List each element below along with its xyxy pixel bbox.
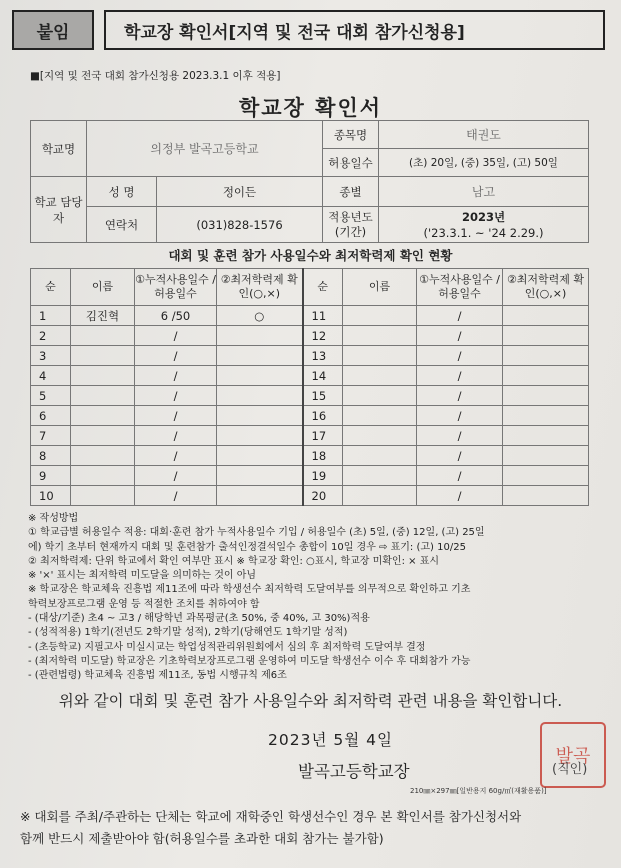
row-check bbox=[217, 406, 303, 426]
row-no: 13 bbox=[303, 346, 343, 366]
row-name bbox=[71, 366, 135, 386]
gender-label: 종별 bbox=[323, 177, 379, 207]
row-check bbox=[503, 366, 589, 386]
row-days: / bbox=[417, 306, 503, 326]
table-row bbox=[31, 406, 589, 426]
note-line: ① 학교급별 허용일수 적용: 대회·훈련 참가 누적사용일수 기입 / 허용일수 (초) 5일, (중) 12일, (고) 25일 bbox=[28, 527, 485, 539]
note-line: - (대상/기준) 초4 ~ 고3 / 해당학년 과목평균(초 50%, 중 40%, 고 30%)적용 bbox=[28, 613, 370, 625]
note-line: ※ 학교장은 학교체육 진흥법 제11조에 따라 학생선수 최저학력 도달여부를 의무적으로 확인하고 기초 bbox=[28, 584, 471, 596]
table-row bbox=[31, 346, 589, 366]
gender-value: 남고 bbox=[379, 177, 589, 207]
row-name bbox=[71, 346, 135, 366]
period-value: ('23.3.1. ~ '24 2.29.) bbox=[423, 225, 544, 240]
row-days: / bbox=[135, 386, 217, 406]
header-days: ①누적사용일수 /허용일수 bbox=[417, 269, 503, 306]
row-check bbox=[503, 386, 589, 406]
row-days: / bbox=[135, 466, 217, 486]
row-check bbox=[217, 446, 303, 466]
row-no: 17 bbox=[303, 426, 343, 446]
row-no: 7 bbox=[31, 426, 71, 446]
header-days: ①누적사용일수 /허용일수 bbox=[135, 269, 217, 306]
row-no: 1 bbox=[31, 306, 71, 326]
table-row bbox=[31, 466, 589, 486]
row-name bbox=[71, 406, 135, 426]
row-name bbox=[71, 386, 135, 406]
name-label: 성 명 bbox=[87, 177, 157, 207]
allowed-days-value: (초) 20일, (중) 35일, (고) 50일 bbox=[379, 149, 589, 177]
row-check bbox=[217, 366, 303, 386]
row-no: 2 bbox=[31, 326, 71, 346]
attachment-badge: 붙임 bbox=[12, 10, 94, 50]
row-check bbox=[503, 446, 589, 466]
table-row bbox=[31, 326, 589, 346]
row-days: / bbox=[417, 446, 503, 466]
row-no: 19 bbox=[303, 466, 343, 486]
row-name bbox=[343, 426, 417, 446]
row-name bbox=[343, 346, 417, 366]
document-title: 학교장 확인서 bbox=[238, 96, 383, 120]
footer-note bbox=[20, 806, 610, 850]
row-days: / bbox=[135, 366, 217, 386]
row-no: 6 bbox=[31, 406, 71, 426]
footer-line: 함께 반드시 제출받아야 함(허용일수를 초과한 대회 참가는 불가함) bbox=[20, 831, 384, 846]
row-days: / bbox=[417, 406, 503, 426]
row-no: 8 bbox=[31, 446, 71, 466]
confirmation-text: 위와 같이 대회 및 훈련 참가 사용일수와 최저학력 관련 내용을 확인합니다. bbox=[58, 692, 563, 710]
note-line: 학력보장프로그램 운영 등 적절한 조치를 취하여야 함 bbox=[28, 598, 260, 610]
year-value: 2023년 bbox=[461, 209, 506, 224]
footer-line: ※ 대회를 주최/주관하는 단체는 학교에 재학중인 학생선수인 경우 본 확인서를 참가신청서와 bbox=[20, 809, 522, 824]
row-days: / bbox=[135, 486, 217, 506]
name-value: 정이든 bbox=[157, 177, 323, 207]
row-check bbox=[217, 486, 303, 506]
row-check bbox=[503, 326, 589, 346]
event-value: 태권도 bbox=[379, 121, 589, 149]
records-title: 대회 및 훈련 참가 사용일수와 최저학력제 확인 현황 bbox=[168, 248, 453, 263]
table-row bbox=[31, 426, 589, 446]
table-row bbox=[31, 366, 589, 386]
table-row bbox=[31, 306, 589, 326]
row-check bbox=[217, 386, 303, 406]
note-line: - (최저학력 미도달) 학교장은 기초학력보장프로그램 운영하여 미도달 학생선수 이수 후 대회참가 가능 bbox=[28, 655, 471, 667]
year-cell bbox=[379, 207, 589, 243]
row-days: / bbox=[417, 326, 503, 346]
row-no: 18 bbox=[303, 446, 343, 466]
header-check: ②최저학력제 확인(○,×) bbox=[503, 269, 589, 306]
row-check bbox=[503, 346, 589, 366]
note-line: 에) 학기 초부터 현재까지 대회 및 훈련참가 출석인정결석일수 총합이 10일 경우 ⇨ 표기: (고) 10/25 bbox=[28, 541, 466, 553]
row-days: / bbox=[417, 386, 503, 406]
document-header bbox=[12, 10, 605, 52]
row-days: / bbox=[417, 486, 503, 506]
event-label: 종목명 bbox=[323, 121, 379, 149]
row-no: 4 bbox=[31, 366, 71, 386]
allowed-days-label: 허용일수 bbox=[323, 149, 379, 177]
row-no: 16 bbox=[303, 406, 343, 426]
school-head: 발곡고등학교장 bbox=[298, 762, 410, 781]
school-value: 의정부 발곡고등학교 bbox=[87, 121, 323, 177]
contact-value: (031)828-1576 bbox=[157, 207, 323, 243]
note-line: - (성적적용) 1학기(전년도 2학기말 성적), 2학기(당해연도 1학기말 성적) bbox=[28, 627, 348, 639]
header-no: 순 bbox=[31, 269, 71, 306]
row-no: 14 bbox=[303, 366, 343, 386]
header-title: 학교장 확인서[지역 및 전국 대회 참가신청용] bbox=[104, 10, 605, 50]
note-line: ※ 작성방법 bbox=[28, 513, 79, 524]
row-check bbox=[217, 466, 303, 486]
official-seal: 발곡 bbox=[540, 722, 606, 788]
header-check: ②최저학력제 확인(○,×) bbox=[217, 269, 303, 306]
row-name bbox=[343, 466, 417, 486]
records-table bbox=[30, 268, 589, 506]
row-name bbox=[343, 326, 417, 346]
row-no: 3 bbox=[31, 346, 71, 366]
row-no: 10 bbox=[31, 486, 71, 506]
note-line: - (초등학교) 지필고사 미실시교는 학업성적관리위원회에서 심의 후 최저학력 도달여부 결정 bbox=[28, 641, 426, 653]
row-name: 김진혁 bbox=[71, 306, 135, 326]
row-days: / bbox=[417, 426, 503, 446]
table-row bbox=[31, 486, 589, 506]
row-name bbox=[71, 466, 135, 486]
note-line: - (관련법령) 학교체육 진흥법 제11조, 동법 시행규칙 제6조 bbox=[28, 670, 287, 682]
row-check bbox=[503, 466, 589, 486]
row-name bbox=[71, 426, 135, 446]
row-check bbox=[503, 306, 589, 326]
row-check bbox=[503, 426, 589, 446]
row-days: / bbox=[135, 406, 217, 426]
row-name bbox=[71, 446, 135, 466]
row-days: / bbox=[135, 446, 217, 466]
header-name: 이름 bbox=[343, 269, 417, 306]
issue-date: 2023년 5월 4일 bbox=[268, 731, 393, 749]
row-days: / bbox=[417, 466, 503, 486]
table-row bbox=[31, 446, 589, 466]
form-subtitle: ■[지역 및 전국 대회 참가신청용 2023.3.1 이후 적용] bbox=[30, 70, 281, 82]
row-name bbox=[343, 366, 417, 386]
instructions bbox=[28, 512, 608, 684]
row-check bbox=[217, 326, 303, 346]
row-name bbox=[343, 486, 417, 506]
row-check bbox=[217, 346, 303, 366]
school-label: 학교명 bbox=[31, 121, 87, 177]
table-row bbox=[31, 386, 589, 406]
year-label: 적용년도 (기간) bbox=[323, 207, 379, 243]
row-name bbox=[71, 486, 135, 506]
contact-label: 연락처 bbox=[87, 207, 157, 243]
stamp-label: (직인) bbox=[552, 762, 588, 777]
note-line: ② 최저학력제: 단위 학교에서 확인 여부만 표시 ※ 학교장 확인: ○표시, 학교장 미확인: × 표시 bbox=[28, 555, 440, 567]
header-no: 순 bbox=[303, 269, 343, 306]
row-name bbox=[71, 326, 135, 346]
row-no: 11 bbox=[303, 306, 343, 326]
row-no: 9 bbox=[31, 466, 71, 486]
row-days: / bbox=[135, 426, 217, 446]
row-name bbox=[343, 386, 417, 406]
row-check bbox=[503, 406, 589, 426]
row-name bbox=[343, 406, 417, 426]
row-name bbox=[343, 446, 417, 466]
row-days: 6 /50 bbox=[135, 306, 217, 326]
paper-spec: 210㎜×297㎜[일반용지 60g/㎡(재활용품)] bbox=[410, 787, 547, 795]
row-no: 20 bbox=[303, 486, 343, 506]
row-days: / bbox=[417, 346, 503, 366]
info-table bbox=[30, 120, 589, 243]
row-check: ○ bbox=[217, 306, 303, 326]
note-line: ※ '×' 표시는 최저학력 미도달을 의미하는 것이 아님 bbox=[28, 570, 257, 582]
row-check bbox=[503, 486, 589, 506]
row-no: 12 bbox=[303, 326, 343, 346]
row-days: / bbox=[417, 366, 503, 386]
row-days: / bbox=[135, 346, 217, 366]
manager-label: 학교 담당자 bbox=[31, 177, 87, 243]
row-no: 5 bbox=[31, 386, 71, 406]
row-no: 15 bbox=[303, 386, 343, 406]
row-check bbox=[217, 426, 303, 446]
row-days: / bbox=[135, 326, 217, 346]
header-name: 이름 bbox=[71, 269, 135, 306]
row-name bbox=[343, 306, 417, 326]
